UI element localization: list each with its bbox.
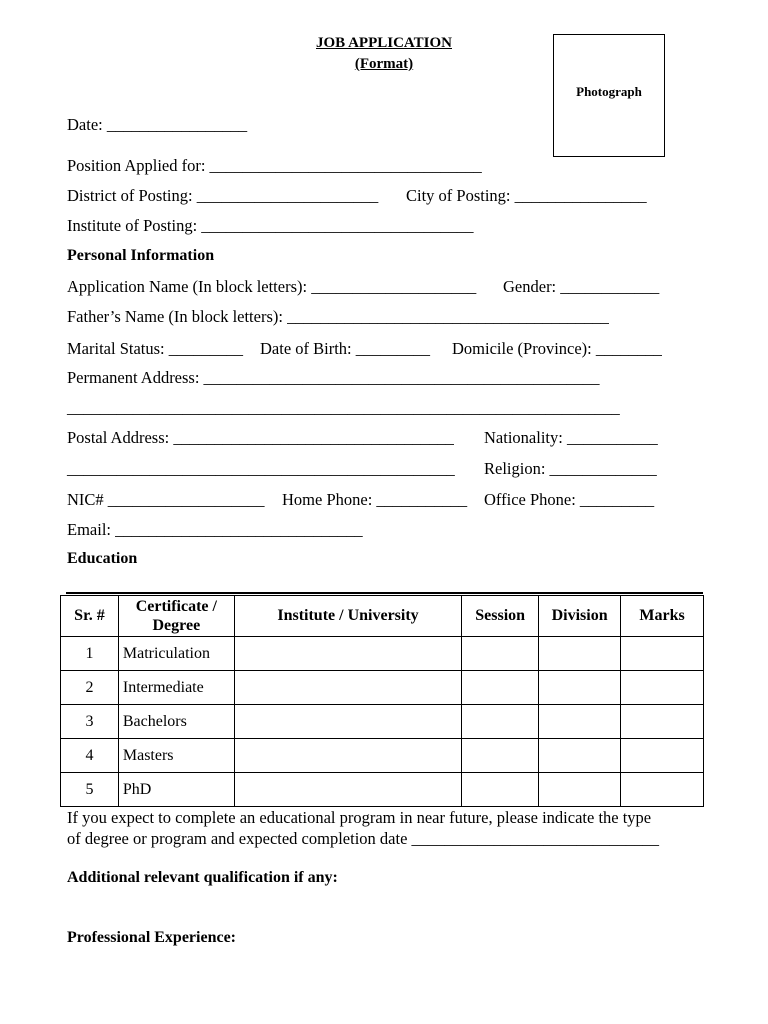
city-field[interactable]: City of Posting: ________________ xyxy=(406,186,647,205)
gender-field[interactable]: Gender: ____________ xyxy=(503,277,660,296)
table-top-rule xyxy=(66,592,703,594)
institute-field[interactable]: Institute of Posting: _________________________________ xyxy=(67,216,474,235)
page-subtitle: (Format) xyxy=(354,56,414,72)
division-cell[interactable] xyxy=(539,637,621,671)
institute-cell[interactable] xyxy=(234,637,461,671)
table-row xyxy=(61,637,704,671)
institute-cell[interactable] xyxy=(234,739,461,773)
division-cell[interactable] xyxy=(539,705,621,739)
page-title: JOB APPLICATION xyxy=(316,35,452,51)
sr-cell: 2 xyxy=(61,671,119,705)
session-cell[interactable] xyxy=(462,739,539,773)
marks-cell[interactable] xyxy=(621,637,704,671)
email-field[interactable]: Email: ______________________________ xyxy=(67,520,363,539)
marks-cell[interactable] xyxy=(621,773,704,807)
marital-status-field[interactable]: Marital Status: _________ xyxy=(67,339,243,358)
division-cell[interactable] xyxy=(539,739,621,773)
nic-field[interactable]: NIC# ___________________ xyxy=(67,490,265,509)
marks-cell[interactable] xyxy=(621,739,704,773)
session-cell[interactable] xyxy=(462,705,539,739)
position-field[interactable]: Position Applied for: _________________________________ xyxy=(67,156,482,175)
column-header: Division xyxy=(539,596,621,637)
domicile-field[interactable]: Domicile (Province): ________ xyxy=(452,339,662,358)
marks-cell[interactable] xyxy=(621,705,704,739)
fathers-name-field[interactable]: Father’s Name (In block letters): _______________________________________ xyxy=(67,307,609,326)
application-name-field[interactable]: Application Name (In block letters): ____________________ xyxy=(67,277,477,296)
degree-cell: Matriculation xyxy=(118,637,234,671)
education-table xyxy=(60,595,704,807)
division-cell[interactable] xyxy=(539,773,621,807)
date-field[interactable]: Date: _________________ xyxy=(67,115,248,134)
division-cell[interactable] xyxy=(539,671,621,705)
session-cell[interactable] xyxy=(462,637,539,671)
degree-cell: Intermediate xyxy=(118,671,234,705)
photograph-label: Photograph xyxy=(576,84,642,99)
table-row xyxy=(61,739,704,773)
table-row xyxy=(61,705,704,739)
sr-cell: 5 xyxy=(61,773,119,807)
column-header: Session xyxy=(462,596,539,637)
institute-cell[interactable] xyxy=(234,705,461,739)
district-field[interactable]: District of Posting: ______________________ xyxy=(67,186,379,205)
degree-cell: PhD xyxy=(118,773,234,807)
education-heading: Education xyxy=(67,550,138,567)
future-program-field[interactable]: of degree or program and expected completion date ______________________________ xyxy=(67,829,660,848)
table-row xyxy=(61,671,704,705)
postal-address-field[interactable]: Postal Address: __________________________________ xyxy=(67,428,454,447)
religion-field[interactable]: Religion: _____________ xyxy=(484,459,657,478)
sr-cell: 3 xyxy=(61,705,119,739)
professional-experience-heading: Professional Experience: xyxy=(67,929,237,946)
institute-cell[interactable] xyxy=(234,773,461,807)
date-of-birth-field[interactable]: Date of Birth: _________ xyxy=(260,339,431,358)
degree-cell: Masters xyxy=(118,739,234,773)
institute-cell[interactable] xyxy=(234,671,461,705)
office-phone-field[interactable]: Office Phone: _________ xyxy=(484,490,655,509)
permanent-address-field[interactable]: Permanent Address: ________________________________________________ xyxy=(67,368,600,387)
sr-cell: 4 xyxy=(61,739,119,773)
sr-cell: 1 xyxy=(61,637,119,671)
session-cell[interactable] xyxy=(462,671,539,705)
additional-qualification-heading: Additional relevant qualification if any: xyxy=(67,869,338,886)
degree-cell: Bachelors xyxy=(118,705,234,739)
postal-address-continuation[interactable]: _______________________________________________ xyxy=(67,459,455,478)
marks-cell[interactable] xyxy=(621,671,704,705)
table-header-row xyxy=(61,596,704,637)
home-phone-field[interactable]: Home Phone: ___________ xyxy=(282,490,468,509)
nationality-field[interactable]: Nationality: ___________ xyxy=(484,428,658,447)
column-header: Marks xyxy=(621,596,704,637)
future-program-note: If you expect to complete an educational program in near future, please indicate the type xyxy=(67,808,652,827)
photograph-box xyxy=(553,34,665,157)
table-row xyxy=(61,773,704,807)
column-header: Institute / University xyxy=(234,596,461,637)
column-header: Certificate / Degree xyxy=(118,596,234,637)
personal-info-heading: Personal Information xyxy=(67,247,215,264)
permanent-address-continuation[interactable]: ___________________________________________________________________ xyxy=(67,398,620,417)
column-header: Sr. # xyxy=(61,596,119,637)
session-cell[interactable] xyxy=(462,773,539,807)
